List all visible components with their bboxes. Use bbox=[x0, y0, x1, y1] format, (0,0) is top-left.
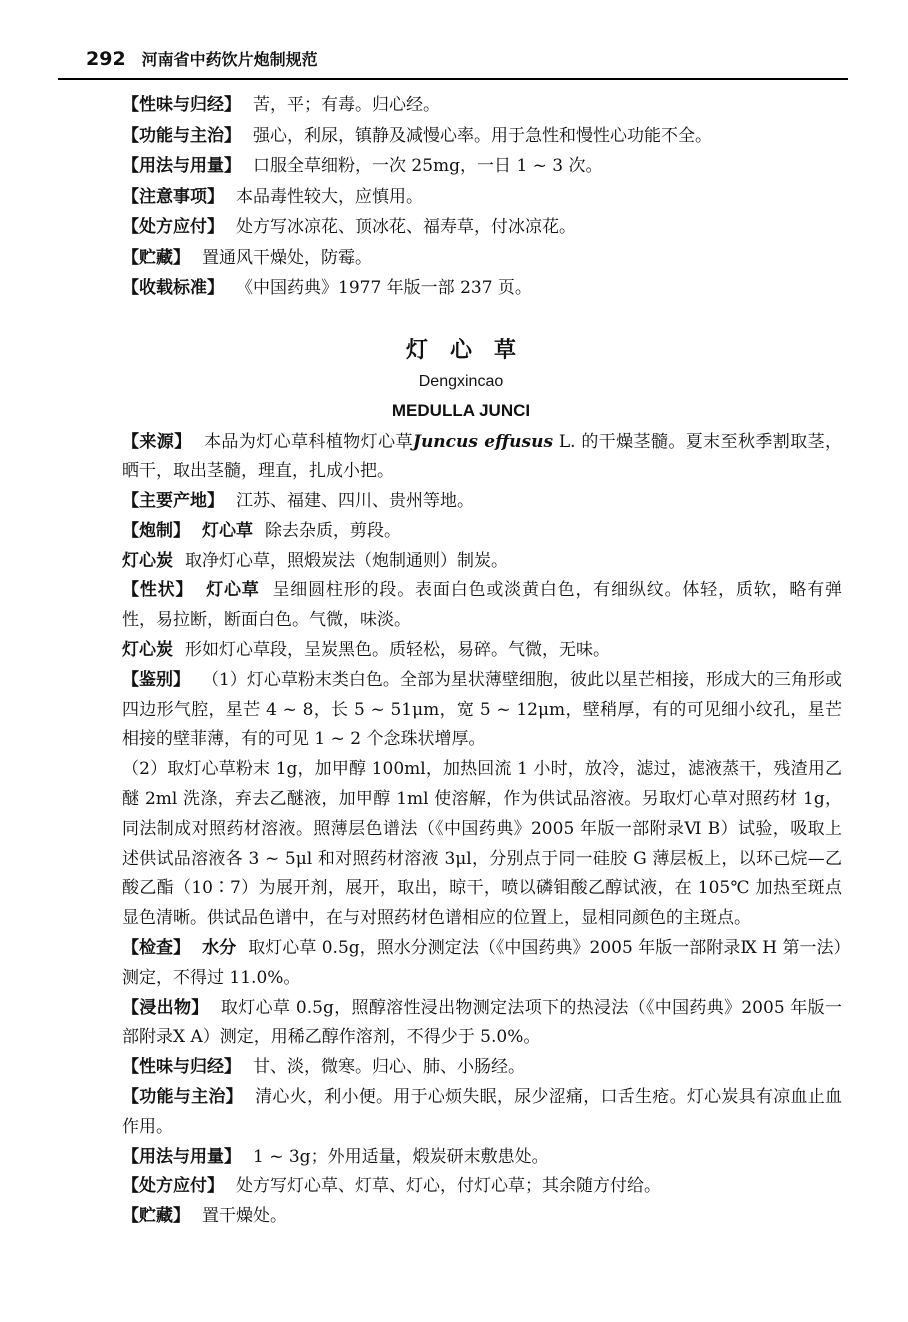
field-label: 【性味与归经】 bbox=[122, 95, 241, 115]
field-text: 江苏、福建、四川、贵州等地。 bbox=[236, 491, 474, 512]
entry-latin: MEDULLA JUNCI bbox=[391, 400, 531, 420]
subheading: 灯心草 bbox=[202, 520, 253, 541]
source-section bbox=[80, 428, 842, 488]
field-text: （1）灯心草粉末类白色。全部为星状薄壁细胞，彼此以星芒相接，形成大的三角形或四边形气腔，星芒 4 ~ 8，长 5 ~ 51μm，宽 5 ~ 12μm，壁稍厚，有的可见细小纹孔，星芒相接的壁菲薄，有的可见 1 ~ 2 个念珠状增厚。 bbox=[122, 669, 843, 750]
field-label: 【性状】 bbox=[122, 580, 194, 601]
field-label: 【处方应付】 bbox=[122, 1176, 224, 1197]
page-number: 292 bbox=[86, 48, 126, 70]
field-row bbox=[80, 1083, 842, 1143]
field-text: 本品毒性较大，应慎用。 bbox=[236, 186, 423, 207]
field-text: 1 ~ 3g；外用适量，煅炭研末敷患处。 bbox=[253, 1146, 549, 1167]
field-row bbox=[80, 212, 842, 243]
field-label: 【主要产地】 bbox=[122, 491, 224, 512]
field-text: 形如灯心草段，呈炭黑色。质轻松，易碎。气微，无味。 bbox=[185, 640, 610, 661]
field-text: 口服全草细粉，一次 25mg，一日 1 ~ 3 次。 bbox=[253, 156, 603, 176]
running-header bbox=[86, 44, 842, 78]
entry-body bbox=[80, 428, 842, 1233]
subheading: 灯心炭 bbox=[122, 640, 173, 661]
field-text: 清心火，利小便。用于心烦失眠，尿少涩痛，口舌生疮。灯心炭具有凉血止血作用。 bbox=[122, 1087, 843, 1137]
field-row bbox=[80, 273, 842, 304]
field-row bbox=[80, 90, 842, 121]
field-text: 甘、淡，微寒。归心、肺、小肠经。 bbox=[253, 1057, 525, 1078]
header-rule bbox=[58, 78, 848, 80]
field-text: 《中国药典》1977 年版一部 237 页。 bbox=[236, 278, 532, 298]
field-row bbox=[80, 1172, 842, 1202]
field-row bbox=[80, 243, 842, 274]
character-section bbox=[80, 576, 842, 636]
field-label: 【鉴别】 bbox=[122, 669, 191, 690]
processing-section-2 bbox=[80, 547, 842, 577]
field-label: 【来源】 bbox=[122, 431, 192, 452]
field-label: 【功能与主治】 bbox=[122, 125, 241, 146]
subheading: 灯心草 bbox=[205, 580, 260, 601]
field-label: 【浸出物】 bbox=[122, 997, 209, 1018]
field-row bbox=[80, 151, 842, 182]
field-text: 强心，利尿，镇静及减慢心率。用于急性和慢性心功能不全。 bbox=[253, 125, 712, 146]
field-row bbox=[80, 1202, 842, 1232]
character-section-2 bbox=[80, 636, 842, 666]
previous-entry-tail bbox=[80, 90, 842, 304]
entry-pinyin: Dengxincao bbox=[418, 372, 504, 390]
field-label: 【性味与归经】 bbox=[122, 1057, 241, 1078]
field-label: 【收载标准】 bbox=[122, 278, 224, 298]
field-label: 【用法与用量】 bbox=[122, 1146, 241, 1167]
field-label: 【用法与用量】 bbox=[122, 156, 241, 176]
field-row bbox=[80, 1143, 842, 1173]
entry-title: 灯心草 bbox=[405, 337, 538, 363]
field-row bbox=[80, 1053, 842, 1083]
species-name: Juncus effusus bbox=[412, 431, 554, 452]
field-label: 【功能与主治】 bbox=[122, 1087, 243, 1108]
field-text: 除去杂质，剪段。 bbox=[265, 520, 401, 541]
subheading: 水分 bbox=[202, 938, 237, 959]
field-row bbox=[80, 182, 842, 213]
field-label: 【注意事项】 bbox=[122, 186, 224, 207]
field-text: 处方写灯心草、灯草、灯心，付灯心草；其余随方付给。 bbox=[236, 1176, 661, 1197]
field-label: 【检查】 bbox=[122, 938, 191, 959]
field-row bbox=[80, 121, 842, 152]
field-text: 取净灯心草，照煅炭法（炮制通则）制炭。 bbox=[185, 550, 508, 571]
identification-section bbox=[80, 666, 842, 755]
species-author: L. bbox=[558, 431, 576, 452]
subheading: 灯心炭 bbox=[122, 550, 173, 571]
field-text: 的干燥茎髓。夏末至秋季割取茎，晒干，取出茎髓，理直，扎成小把。 bbox=[122, 431, 843, 482]
field-text: 呈细圆柱形的段。表面白色或淡黄白色，有细纵纹。体轻，质软，略有弹性，易拉断，断面白色。气微，味淡。 bbox=[122, 580, 843, 631]
processing-section bbox=[80, 517, 842, 547]
field-text: 置干燥处。 bbox=[202, 1206, 287, 1227]
field-text: 取灯心草 0.5g，照醇溶性浸出物测定法项下的热浸法（《中国药典》2005 年版一部附录Ⅹ A）测定，用稀乙醇作溶剂，不得少于 5.0%。 bbox=[122, 997, 842, 1048]
field-label: 【贮藏】 bbox=[122, 1206, 190, 1227]
field-label: 【处方应付】 bbox=[122, 217, 224, 237]
field-text: 置通风干燥处，防霉。 bbox=[202, 247, 372, 268]
field-text: 本品为灯心草科植物灯心草 bbox=[203, 431, 413, 452]
extract-section bbox=[80, 994, 842, 1054]
field-label: 【贮藏】 bbox=[122, 247, 190, 268]
field-text: 处方写冰凉花、顶冰花、福寿草，付冰凉花。 bbox=[236, 217, 576, 237]
book-title: 河南省中药饮片炮制规范 bbox=[141, 50, 318, 69]
identification-paragraph-2: （2）取灯心草粉末 1g，加甲醇 100ml，加热回流 1 小时，放冷，滤过，滤液蒸干，残渣用乙醚 2ml 洗涤，弃去乙醚液，加甲醇 1ml 使溶解，作为供试品溶液。另取灯心草对照药材 1g，同法制成对照药材溶液。照薄层色谱法（《中国药典》2005 年版一部附录Ⅵ B）试验，吸取上述供试品溶液各 3 ~ 5μl 和对照药材溶液 3μl，分别点于同一硅胶 G 薄层板上，以环己烷—乙酸乙酯（10∶7）为展开剂，展开，取出，晾干，喷以磷钼酸乙醇试液，在 105℃ 加热至斑点显色清晰。供试品色谱中，在与对照药材色谱相应的位置上，显相同颜色的主斑点。 bbox=[122, 759, 842, 929]
origin-section bbox=[80, 487, 842, 517]
field-text: 取灯心草 0.5g，照水分测定法（《中国药典》2005 年版一部附录Ⅸ H 第一法）测定，不得过 11.0%。 bbox=[122, 938, 843, 988]
field-label: 【炮制】 bbox=[122, 520, 190, 541]
inspection-section bbox=[80, 934, 842, 994]
field-text: 苦，平；有毒。归心经。 bbox=[253, 95, 440, 115]
